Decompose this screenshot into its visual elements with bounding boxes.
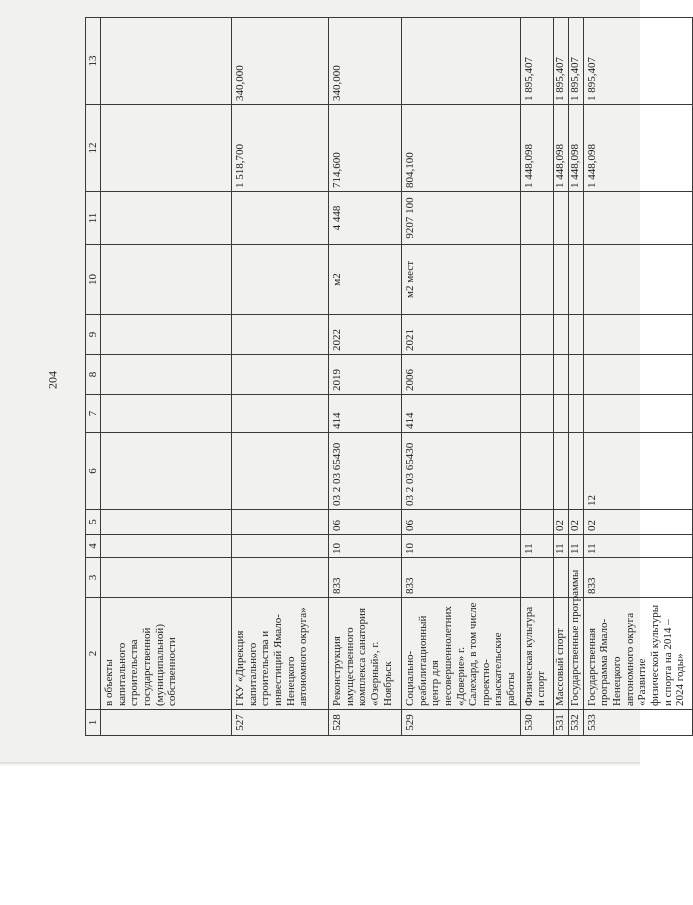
name-cell: Социально-реабилитационный центр для несовершеннолетних «Доверие» г. Салехард, в том числе проектно-изыскательские работы: [402, 598, 521, 710]
start-year-cell: [568, 355, 583, 395]
amount-2020-cell: 714,600: [329, 105, 402, 192]
unit-cell: м2 мест: [402, 245, 521, 315]
capacity-cell: 9207 100: [402, 192, 521, 245]
header-cell: 2: [86, 598, 101, 710]
start-year-cell: 2019: [329, 355, 402, 395]
amount-2021-cell: 1 895,407: [583, 18, 692, 105]
section-cell: 11: [583, 535, 692, 558]
table-row: [329, 18, 402, 736]
section-cell: 10: [402, 535, 521, 558]
header-cell: 6: [86, 433, 101, 510]
amount-2020-cell: 804,100: [402, 105, 521, 192]
expense-type-cell: [520, 395, 553, 433]
row-number-cell: 531: [553, 710, 568, 736]
unit-cell: [232, 245, 329, 315]
unit-cell: [583, 245, 692, 315]
header-cell: 11: [86, 192, 101, 245]
subsection-cell: 02: [553, 510, 568, 535]
row-number-cell: 529: [402, 710, 521, 736]
name-cell: Физическая культура и спорт: [520, 598, 553, 710]
name-cell: Государственные программы: [568, 598, 583, 710]
target-article-cell: [553, 433, 568, 510]
amount-2020-cell: 1 448,098: [568, 105, 583, 192]
end-year-cell: 2022: [329, 315, 402, 355]
section-cell: 11: [568, 535, 583, 558]
expense-type-cell: [583, 395, 692, 433]
target-article-cell: [520, 433, 553, 510]
start-year-cell: [232, 355, 329, 395]
capacity-cell: 4 448: [329, 192, 402, 245]
target-article-cell: 03 2 03 65430: [402, 433, 521, 510]
table-row: [520, 18, 553, 736]
ministry-code-cell: [520, 558, 553, 598]
subsection-cell: 06: [329, 510, 402, 535]
capacity-cell: [568, 192, 583, 245]
header-cell: 7: [86, 395, 101, 433]
expense-type-cell: [553, 395, 568, 433]
amount-2021-cell: 1 895,407: [520, 18, 553, 105]
name-cell: в объекты капитального строительства государственной (муниципальной) собственности: [101, 598, 232, 710]
end-year-cell: 2021: [402, 315, 521, 355]
capacity-cell: [553, 192, 568, 245]
subsection-cell: [520, 510, 553, 535]
header-cell: 5: [86, 510, 101, 535]
amount-2021-cell: 1 895,407: [568, 18, 583, 105]
expense-type-cell: [232, 395, 329, 433]
capacity-cell: [232, 192, 329, 245]
amount-2020-cell: 1 448,098: [553, 105, 568, 192]
row-number-cell: 533: [583, 710, 692, 736]
end-year-cell: [583, 315, 692, 355]
table-row: [232, 18, 329, 736]
expense-type-cell: [568, 395, 583, 433]
start-year-cell: [520, 355, 553, 395]
name-cell: Государственная программа Ямало-Ненецкого автономного округа «Развитие физической культуры и спорта на 2014 – 2024 годы»: [583, 598, 692, 710]
ministry-code-cell: 833: [329, 558, 402, 598]
table-row: [583, 18, 692, 736]
header-cell: 10: [86, 245, 101, 315]
start-year-cell: [101, 355, 232, 395]
header-row: [86, 18, 101, 736]
capacity-cell: [520, 192, 553, 245]
table-row: [568, 18, 583, 736]
start-year-cell: [553, 355, 568, 395]
scan-edge: [0, 762, 640, 766]
expense-type-cell: 414: [329, 395, 402, 433]
table-row: [402, 18, 521, 736]
header-cell: 13: [86, 18, 101, 105]
header-cell: 1: [86, 710, 101, 736]
amount-2020-cell: [101, 105, 232, 192]
unit-cell: м2: [329, 245, 402, 315]
ministry-code-cell: 833: [402, 558, 521, 598]
target-article-cell: [101, 433, 232, 510]
ministry-code-cell: [232, 558, 329, 598]
name-cell: Реконструкция имущественного комплекса санатория «Озерный», г. Ноябрьск: [329, 598, 402, 710]
row-number-cell: 528: [329, 710, 402, 736]
subsection-cell: [101, 510, 232, 535]
target-article-cell: [568, 433, 583, 510]
name-cell: Массовый спорт: [553, 598, 568, 710]
end-year-cell: [101, 315, 232, 355]
start-year-cell: 2006: [402, 355, 521, 395]
ministry-code-cell: 833: [583, 558, 692, 598]
amount-2021-cell: [402, 18, 521, 105]
table-row: [101, 18, 232, 736]
table-row: [553, 18, 568, 736]
section-cell: 10: [329, 535, 402, 558]
subsection-cell: 06: [402, 510, 521, 535]
end-year-cell: [520, 315, 553, 355]
capacity-cell: [101, 192, 232, 245]
section-cell: [232, 535, 329, 558]
target-article-cell: 12: [583, 433, 692, 510]
expense-type-cell: [101, 395, 232, 433]
start-year-cell: [583, 355, 692, 395]
header-cell: 9: [86, 315, 101, 355]
target-article-cell: 03 2 03 65430: [329, 433, 402, 510]
header-cell: 4: [86, 535, 101, 558]
unit-cell: [520, 245, 553, 315]
subsection-cell: 02: [583, 510, 692, 535]
budget-table: [85, 17, 693, 736]
ministry-code-cell: [553, 558, 568, 598]
amount-2020-cell: 1 448,098: [583, 105, 692, 192]
page-number: 204: [45, 371, 60, 389]
end-year-cell: [553, 315, 568, 355]
amount-2021-cell: 340,000: [329, 18, 402, 105]
header-cell: 8: [86, 355, 101, 395]
ministry-code-cell: [101, 558, 232, 598]
rotated-table-wrapper: [85, 18, 687, 736]
header-cell: 12: [86, 105, 101, 192]
capacity-cell: [583, 192, 692, 245]
unit-cell: [101, 245, 232, 315]
section-cell: 11: [520, 535, 553, 558]
amount-2020-cell: 1 518,700: [232, 105, 329, 192]
header-cell: 3: [86, 558, 101, 598]
unit-cell: [553, 245, 568, 315]
row-number-cell: 527: [232, 710, 329, 736]
row-number-cell: 532: [568, 710, 583, 736]
section-cell: 11: [553, 535, 568, 558]
amount-2021-cell: 340,000: [232, 18, 329, 105]
section-cell: [101, 535, 232, 558]
row-number-cell: 530: [520, 710, 553, 736]
amount-2021-cell: 1 895,407: [553, 18, 568, 105]
subsection-cell: [232, 510, 329, 535]
target-article-cell: [232, 433, 329, 510]
unit-cell: [568, 245, 583, 315]
end-year-cell: [232, 315, 329, 355]
end-year-cell: [568, 315, 583, 355]
name-cell: ГКУ «Дирекция капитального строительства и инвестиций Ямало-Ненецкого автономного округа»: [232, 598, 329, 710]
amount-2020-cell: 1 448,098: [520, 105, 553, 192]
row-number-cell: [101, 710, 232, 736]
subsection-cell: 02: [568, 510, 583, 535]
expense-type-cell: 414: [402, 395, 521, 433]
amount-2021-cell: [101, 18, 232, 105]
